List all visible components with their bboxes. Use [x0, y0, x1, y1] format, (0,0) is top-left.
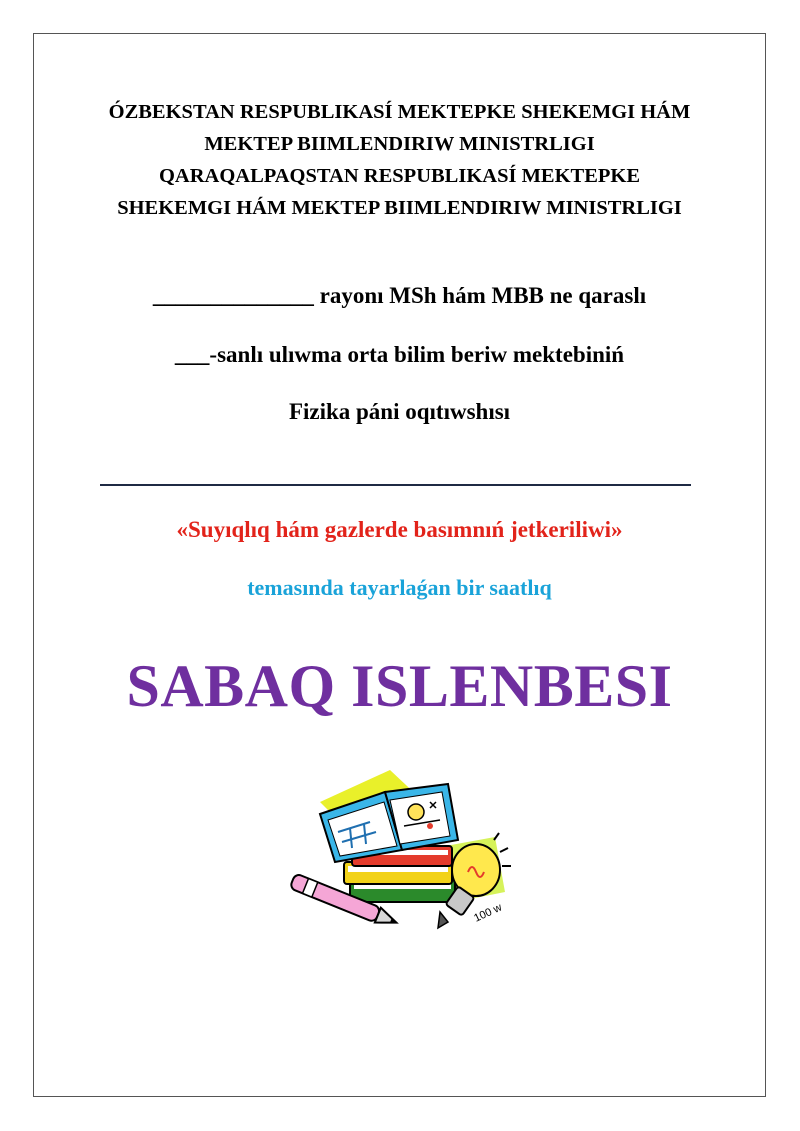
lesson-topic-tail: temasında tayarlaǵan bir saatlıq [247, 575, 552, 600]
education-clipart [280, 762, 530, 942]
teacher-name-blank [100, 484, 691, 486]
ministry-heading-line-4: SHEKEMGI HÁM MEKTEP BIIMLENDIRIW MINISTRLIGI [117, 197, 682, 219]
lesson-topic: «Suyıqlıq hám gazlerde basımnıń jetkeriliwi» [176, 517, 623, 542]
document-title: SABAQ ISLENBESI [126, 653, 673, 719]
school-line: ___-sanlı ulıwma orta bilim beriw mektebiniń [174, 342, 625, 367]
ministry-heading-line-1: ÓZBEKSTAN RESPUBLIKASÍ MEKTEPKE SHEKEMGI HÁM [108, 101, 691, 123]
ministry-heading-line-3: QARAQALPAQSTAN RESPUBLIKASÍ MEKTEPKE [158, 165, 641, 187]
subject-line: Fizika páni oqıtıwshısı [288, 399, 511, 424]
ministry-heading [33, 96, 766, 224]
ministry-heading-line-2: MEKTEP BIIMLENDIRIW MINISTRLIGI [204, 133, 595, 155]
bulb-label: 100 w [472, 901, 504, 925]
district-line: ______________ rayonı MSh hám MBB ne qaraslı [152, 283, 647, 308]
